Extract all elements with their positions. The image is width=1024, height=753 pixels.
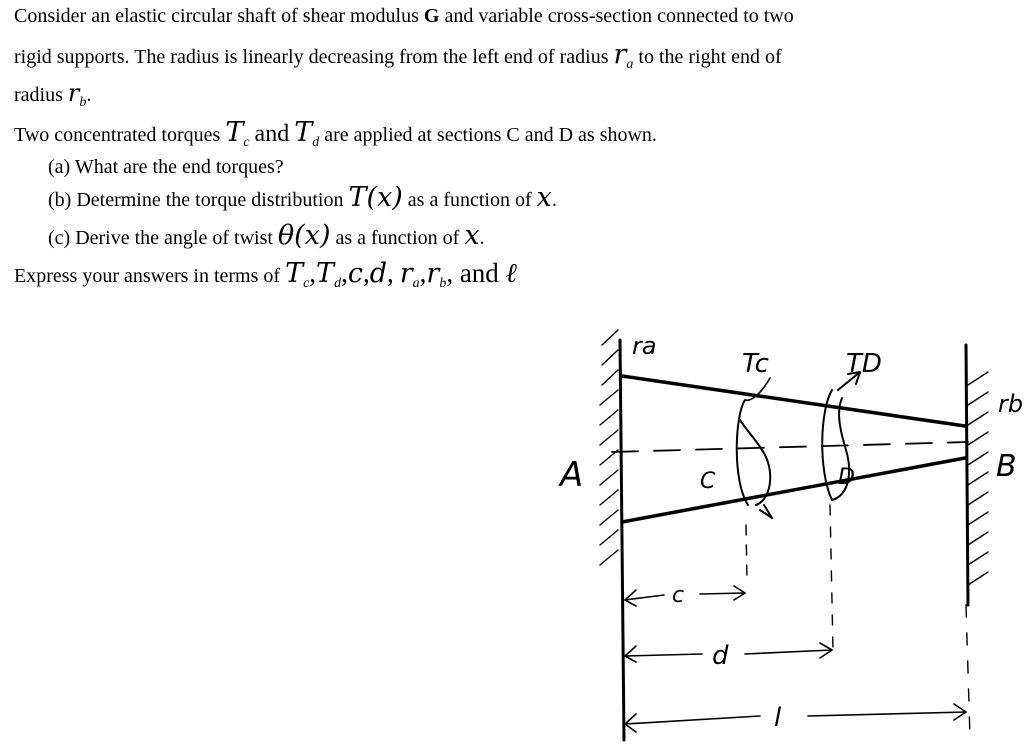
label-tc: Tc [742, 349, 769, 379]
label-a: A [560, 455, 584, 495]
comma: , [309, 258, 317, 288]
label-d: D [838, 465, 855, 490]
label-c: C [700, 469, 716, 494]
text-segment: Express your answers in terms of [14, 265, 286, 287]
text-segment: to the right end of [633, 46, 782, 68]
var-d: d [369, 258, 387, 289]
text-segment: . [551, 189, 557, 211]
dimension-d [625, 641, 832, 671]
comma: , [341, 258, 348, 288]
var-ra: r [399, 258, 413, 289]
label-b: B [996, 449, 1017, 484]
label-td: TD [846, 349, 882, 379]
radius-ra-symbol: r [613, 39, 627, 70]
tapered-shaft [612, 376, 968, 522]
label-ra: ra [632, 332, 657, 360]
var-ell: ℓ [505, 258, 517, 289]
dim-label-c: c [672, 583, 685, 608]
text-segment: Consider an elastic circular shaft of shear modulus [14, 5, 424, 27]
comma: , [362, 258, 370, 288]
var-c: c [347, 258, 363, 289]
dim-label-d: d [712, 641, 729, 671]
question-b-text: (b) Determine the torque distribution [48, 189, 349, 211]
text-segment: as a function of [330, 227, 465, 249]
comma: , [419, 258, 427, 288]
torque-function-symbol: T(x) [348, 182, 403, 213]
twist-function-symbol: θ(x) [277, 220, 331, 251]
var-tc: T [285, 258, 304, 289]
torque-td-subscript: d [312, 135, 320, 150]
section-d [822, 349, 882, 650]
text-segment: . [479, 227, 485, 249]
radius-rb-symbol: r [67, 79, 80, 107]
section-c [700, 349, 772, 580]
var-rb: r [426, 258, 440, 289]
dimension-l [625, 703, 966, 733]
text-segment: and variable cross-section connected to two [439, 5, 794, 27]
torque-tc-symbol: T [225, 117, 244, 148]
var-td-sub: d [334, 276, 342, 291]
question-c-text: (c) Derive the angle of twist [48, 227, 278, 249]
var-td: T [316, 258, 335, 289]
text-segment: and [254, 121, 290, 147]
comma: , [386, 258, 394, 288]
question-a-text: (a) What are the end torques? [48, 156, 284, 178]
text-segment: and [453, 258, 506, 288]
var-rb-sub: b [439, 276, 447, 291]
comma: , [446, 258, 454, 288]
variable-x-symbol: x [464, 220, 480, 251]
text-segment: Two concentrated torques [14, 124, 226, 146]
var-ra-sub: a [412, 276, 420, 291]
text-segment: are applied at sections C and D as shown. [324, 124, 657, 146]
text-segment: as a function of [402, 189, 537, 211]
torque-td-symbol: T [294, 117, 313, 148]
dimension-c [625, 583, 745, 608]
torque-tc-subscript: c [243, 135, 250, 150]
var-tc-sub: c [303, 276, 310, 291]
dim-label-l: l [774, 703, 782, 733]
text-segment: radius [14, 84, 68, 106]
radius-ra-subscript: a [626, 57, 634, 72]
shear-modulus-symbol: G [423, 5, 440, 27]
radius-rb-subscript: b [79, 95, 87, 110]
variable-x-symbol: x [536, 182, 552, 213]
left-wall [600, 330, 624, 740]
label-rb: rb [998, 390, 1024, 418]
text-segment: . [86, 84, 92, 106]
right-wall [966, 345, 988, 738]
text-segment: rigid supports. The radius is linearly decreasing from the left end of radius [14, 46, 614, 68]
